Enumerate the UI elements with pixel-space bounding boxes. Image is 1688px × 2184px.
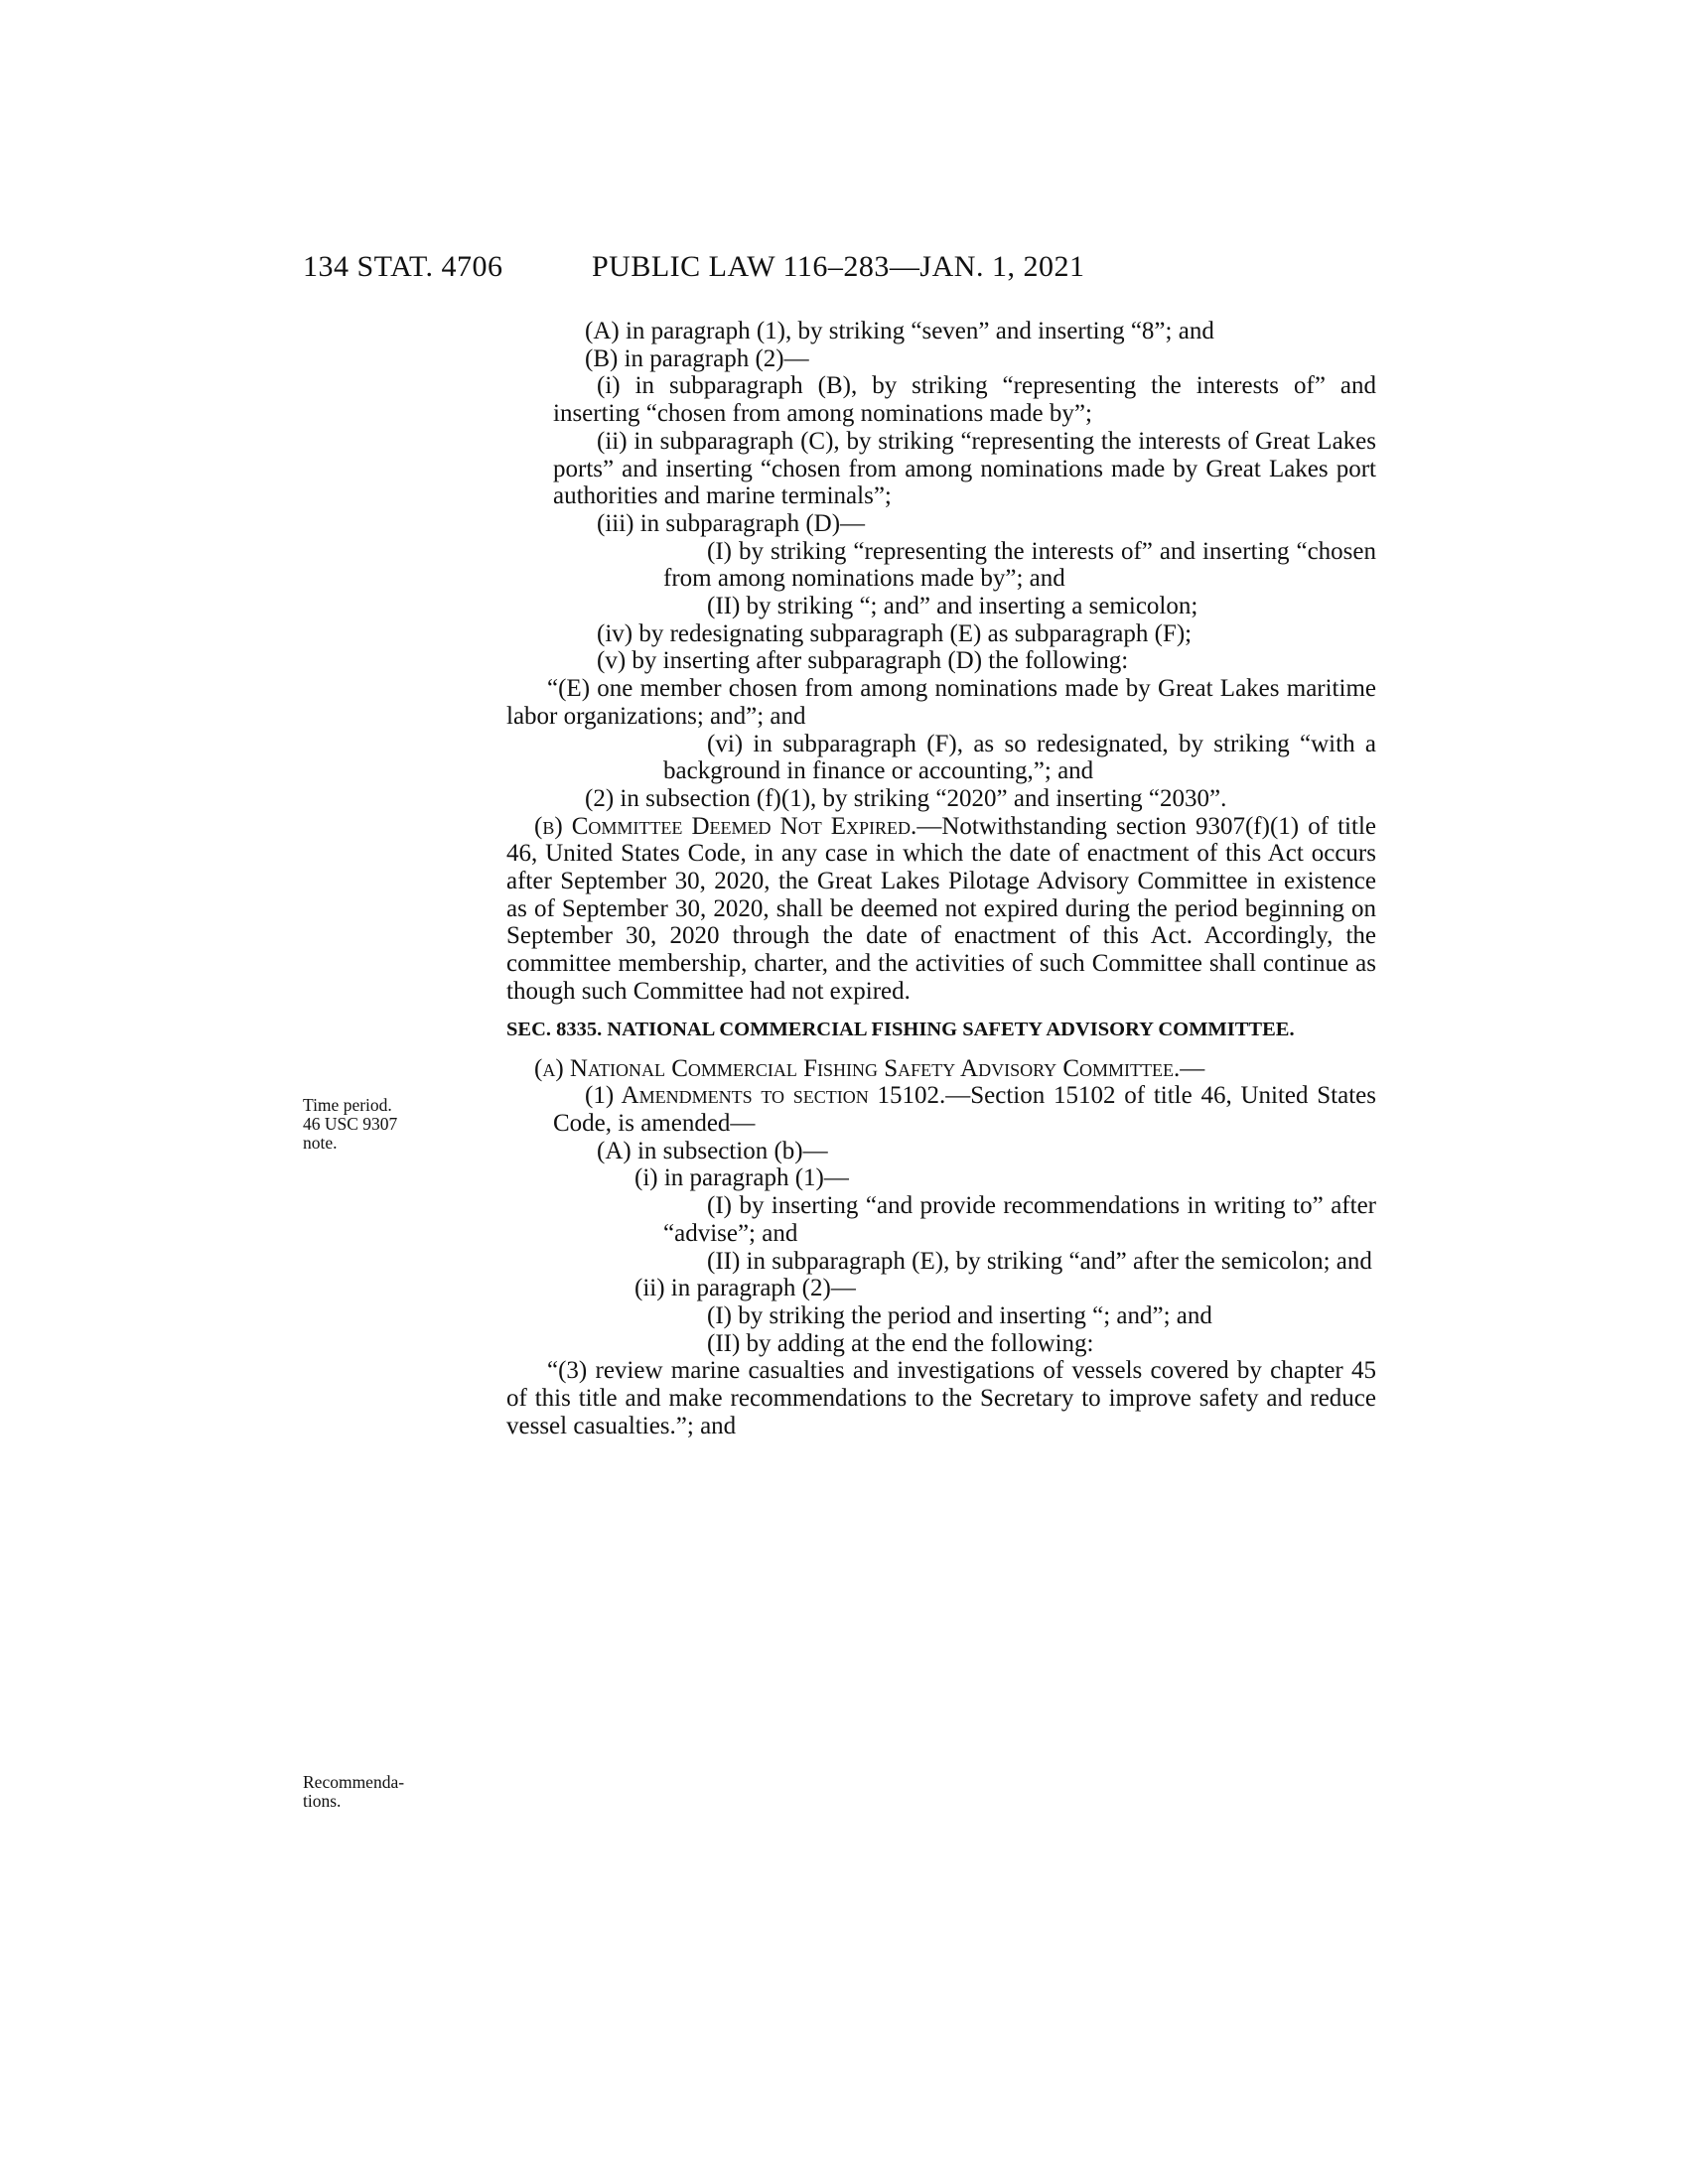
clause-B-ii: (ii) in subparagraph (C), by striking “representing the interests of Great Lakes ports” and inserting “chosen from among nominations made by Great Lakes port authorities and marine terminals”;: [553, 427, 1376, 510]
paragraph-1-heading: (1) Amendments to section 15102.: [585, 1082, 946, 1110]
subsection-a-dash: —: [1180, 1054, 1205, 1082]
clause-2: (2) in subsection (f)(1), by striking “2020” and inserting “2030”.: [585, 784, 1227, 812]
clause-B-iii-I: (I) by striking “representing the interests of” and inserting “chosen from among nominations made by”; and: [663, 537, 1376, 593]
clause-B-vi: (vi) in subparagraph (F), as so redesignated, by striking “with a background in finance or accounting,”; and: [663, 730, 1376, 785]
clause-i-II: (II) in subparagraph (E), by striking “and” after the semicolon; and: [707, 1247, 1372, 1275]
page-stat-reference: 134 STAT. 4706: [303, 250, 503, 283]
clause-B: (B) in paragraph (2)—: [585, 344, 809, 372]
clause-A: (A) in paragraph (1), by striking “seven” and inserting “8”; and: [585, 318, 1214, 344]
margin-note-line: note.: [303, 1133, 338, 1153]
clause-B-i: (i) in subparagraph (B), by striking “representing the interests of” and inserting “chosen from among nominations made by”;: [553, 372, 1376, 428]
document-body: [506, 318, 1376, 1439]
page-header-title: PUBLIC LAW 116–283—JAN. 1, 2021: [592, 250, 1085, 283]
clause-B-iv: (iv) by redesignating subparagraph (E) as subparagraph (F);: [597, 619, 1193, 647]
paragraph-1-text: —Section 15102 of title 46, United States Code, is amended—: [553, 1082, 1376, 1137]
inserted-clause-E: “(E) one member chosen from among nominations made by Great Lakes maritime labor organizations; and”; and: [506, 675, 1376, 730]
margin-note-time-period: [303, 1096, 452, 1153]
subsection-a: [506, 1055, 1376, 1083]
subsection-a-heading: (a) National Commercial Fishing Safety Advisory Committee.: [534, 1054, 1181, 1082]
clause-i-I: (I) by inserting “and provide recommendations in writing to” after “advise”; and: [663, 1192, 1376, 1247]
inserted-paragraph-3: “(3) review marine casualties and investigations of vessels covered by chapter 45 of this title and make recommendations to the Secretary to improve safety and reduce vessel casualties.”; and: [506, 1357, 1376, 1439]
section-heading: SEC. 8335. NATIONAL COMMERCIAL FISHING SAFETY ADVISORY COMMITTEE.: [506, 1018, 1295, 1040]
clause-B-iii-II: (II) by striking “; and” and inserting a semicolon;: [707, 593, 1198, 620]
margin-note-line: tions.: [303, 1791, 342, 1811]
clause-i-par-1: (i) in paragraph (1)—: [634, 1164, 849, 1192]
margin-note-recommendations: [303, 1773, 452, 1811]
clause-ii-I: (I) by striking the period and inserting “; and”; and: [707, 1301, 1212, 1329]
clause-A-sub-b: (A) in subsection (b)—: [597, 1137, 828, 1164]
subsection-b: [506, 813, 1376, 1006]
clause-ii-II: (II) by adding at the end the following:: [707, 1329, 1094, 1357]
margin-note-line: Time period.: [303, 1095, 392, 1115]
clause-B-iii: (iii) in subparagraph (D)—: [597, 509, 866, 537]
clause-B-v: (v) by inserting after subparagraph (D) the following:: [597, 647, 1129, 675]
paragraph-1: [506, 1082, 1376, 1137]
subsection-b-text: —Notwithstanding section 9307(f)(1) of title 46, United States Code, in any case in which the date of enactment of this Act occurs after September 30, 2020, the Great Lakes Pilotage Advisory Committee in existence as of September 30, 2020, shall be deemed not expired during the period beginning on September 30, 2020 through the date of enactment of this Act. Accordingly, the committee membership, charter, and the activities of such Committee shall continue as though such Committee had not expired.: [506, 812, 1376, 1005]
margin-note-line: 46 USC 9307: [303, 1114, 398, 1134]
margin-note-line: Recommenda-: [303, 1772, 405, 1792]
clause-ii-par-2: (ii) in paragraph (2)—: [634, 1275, 856, 1302]
subsection-b-heading: (b) Committee Deemed Not Expired.: [534, 812, 917, 840]
